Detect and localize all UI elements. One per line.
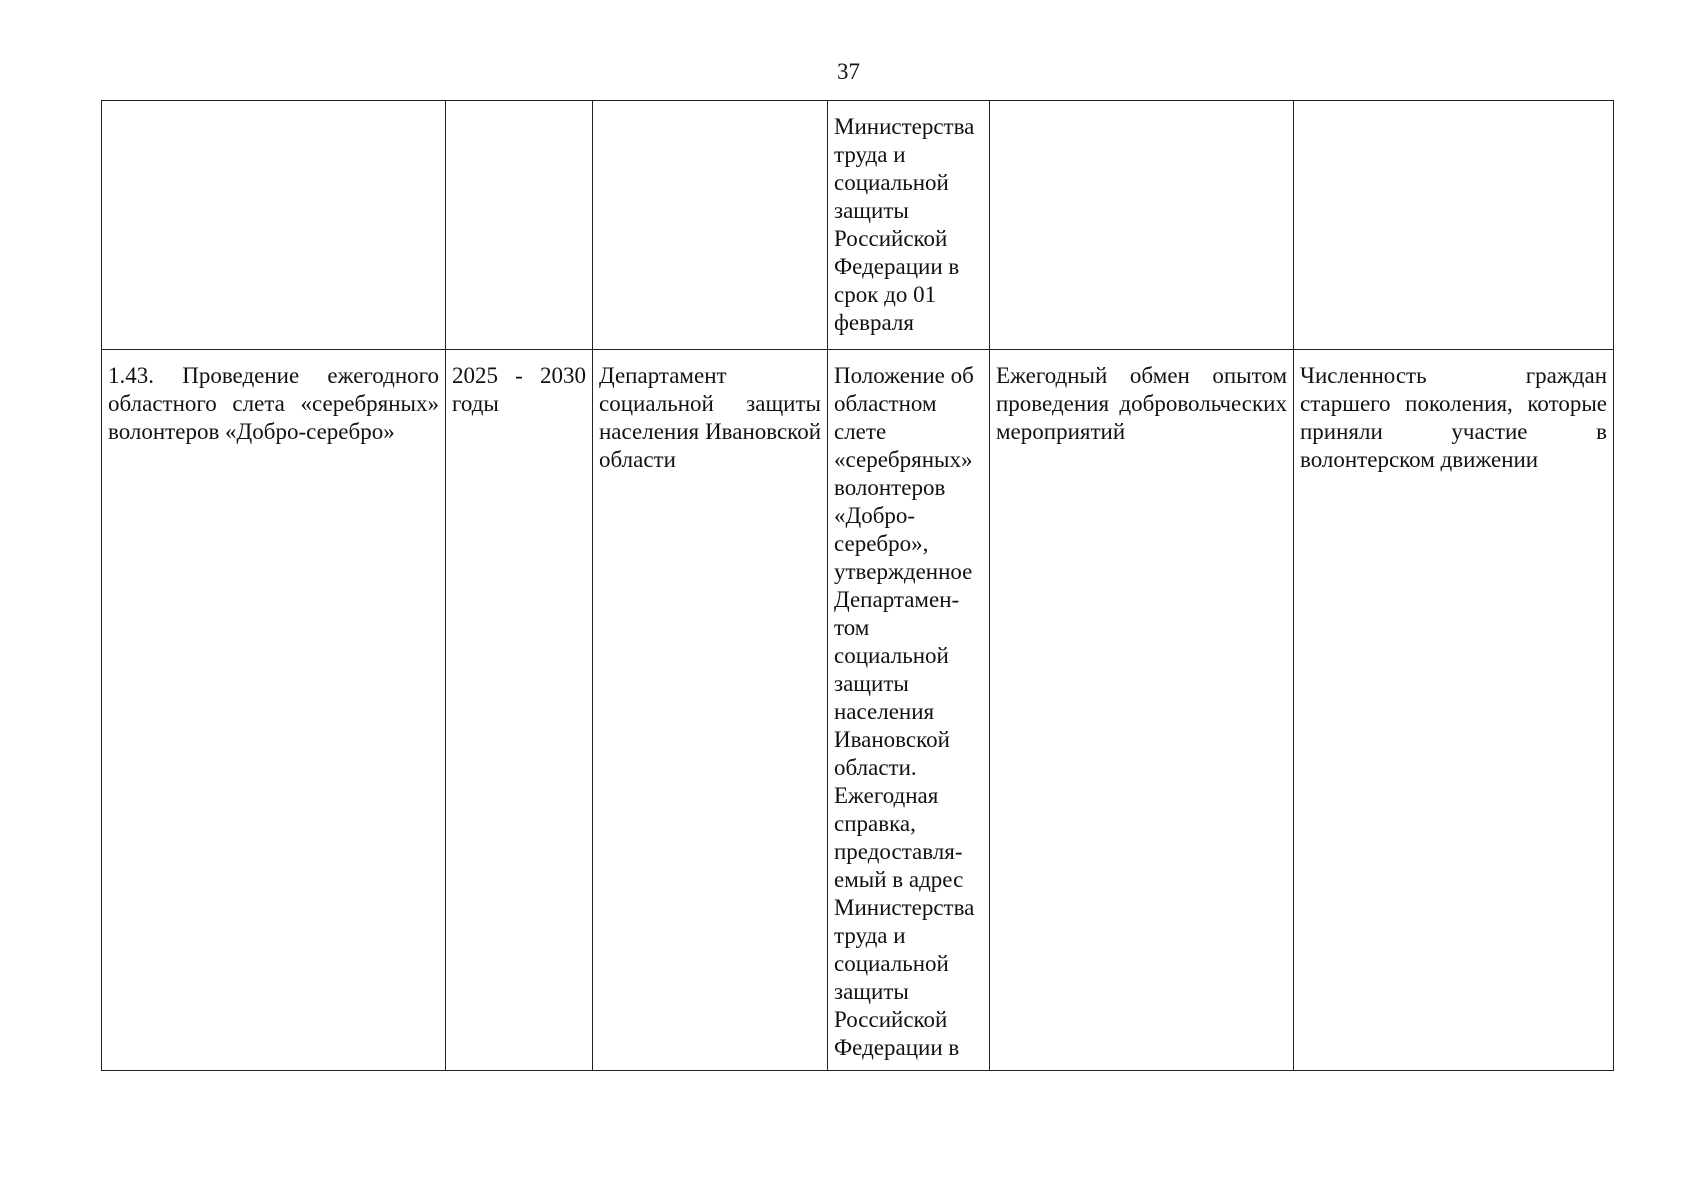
cell-period: 2025 - 2030 годы: [446, 350, 593, 1071]
cell-document: Министерства труда и социальной защиты Российской Федерации в срок до 01 февраля: [828, 101, 990, 350]
table-row: [102, 101, 1614, 350]
cell-indicator: Численность граждан старшего поколения, которые приняли участие в волонтерском движении: [1294, 350, 1614, 1071]
table-row: [102, 350, 1614, 1071]
measures-table: [101, 100, 1614, 1071]
cell-executor: [593, 101, 828, 350]
cell-result: [990, 101, 1294, 350]
cell-item: [102, 101, 446, 350]
page-number: 37: [837, 59, 860, 84]
cell-executor: Департамент социальной защиты населения Ивановской области: [593, 350, 828, 1071]
cell-indicator: [1294, 101, 1614, 350]
cell-result: Ежегодный обмен опытом проведения добровольческих мероприятий: [990, 350, 1294, 1071]
cell-item: 1.43. Проведение ежегодного областного слета «серебряных» волонтеров «Добро-серебро»: [102, 350, 446, 1071]
cell-document: Положение об областном слете «серебряных» волонтеров «Добро- серебро», утвержденное Департамен- том социальной защиты населения Ивановской области. Ежегодная справка, предоставля- емый в адрес Министерства труда и социальной защиты Российской Федерации в: [828, 350, 990, 1071]
cell-period: [446, 101, 593, 350]
